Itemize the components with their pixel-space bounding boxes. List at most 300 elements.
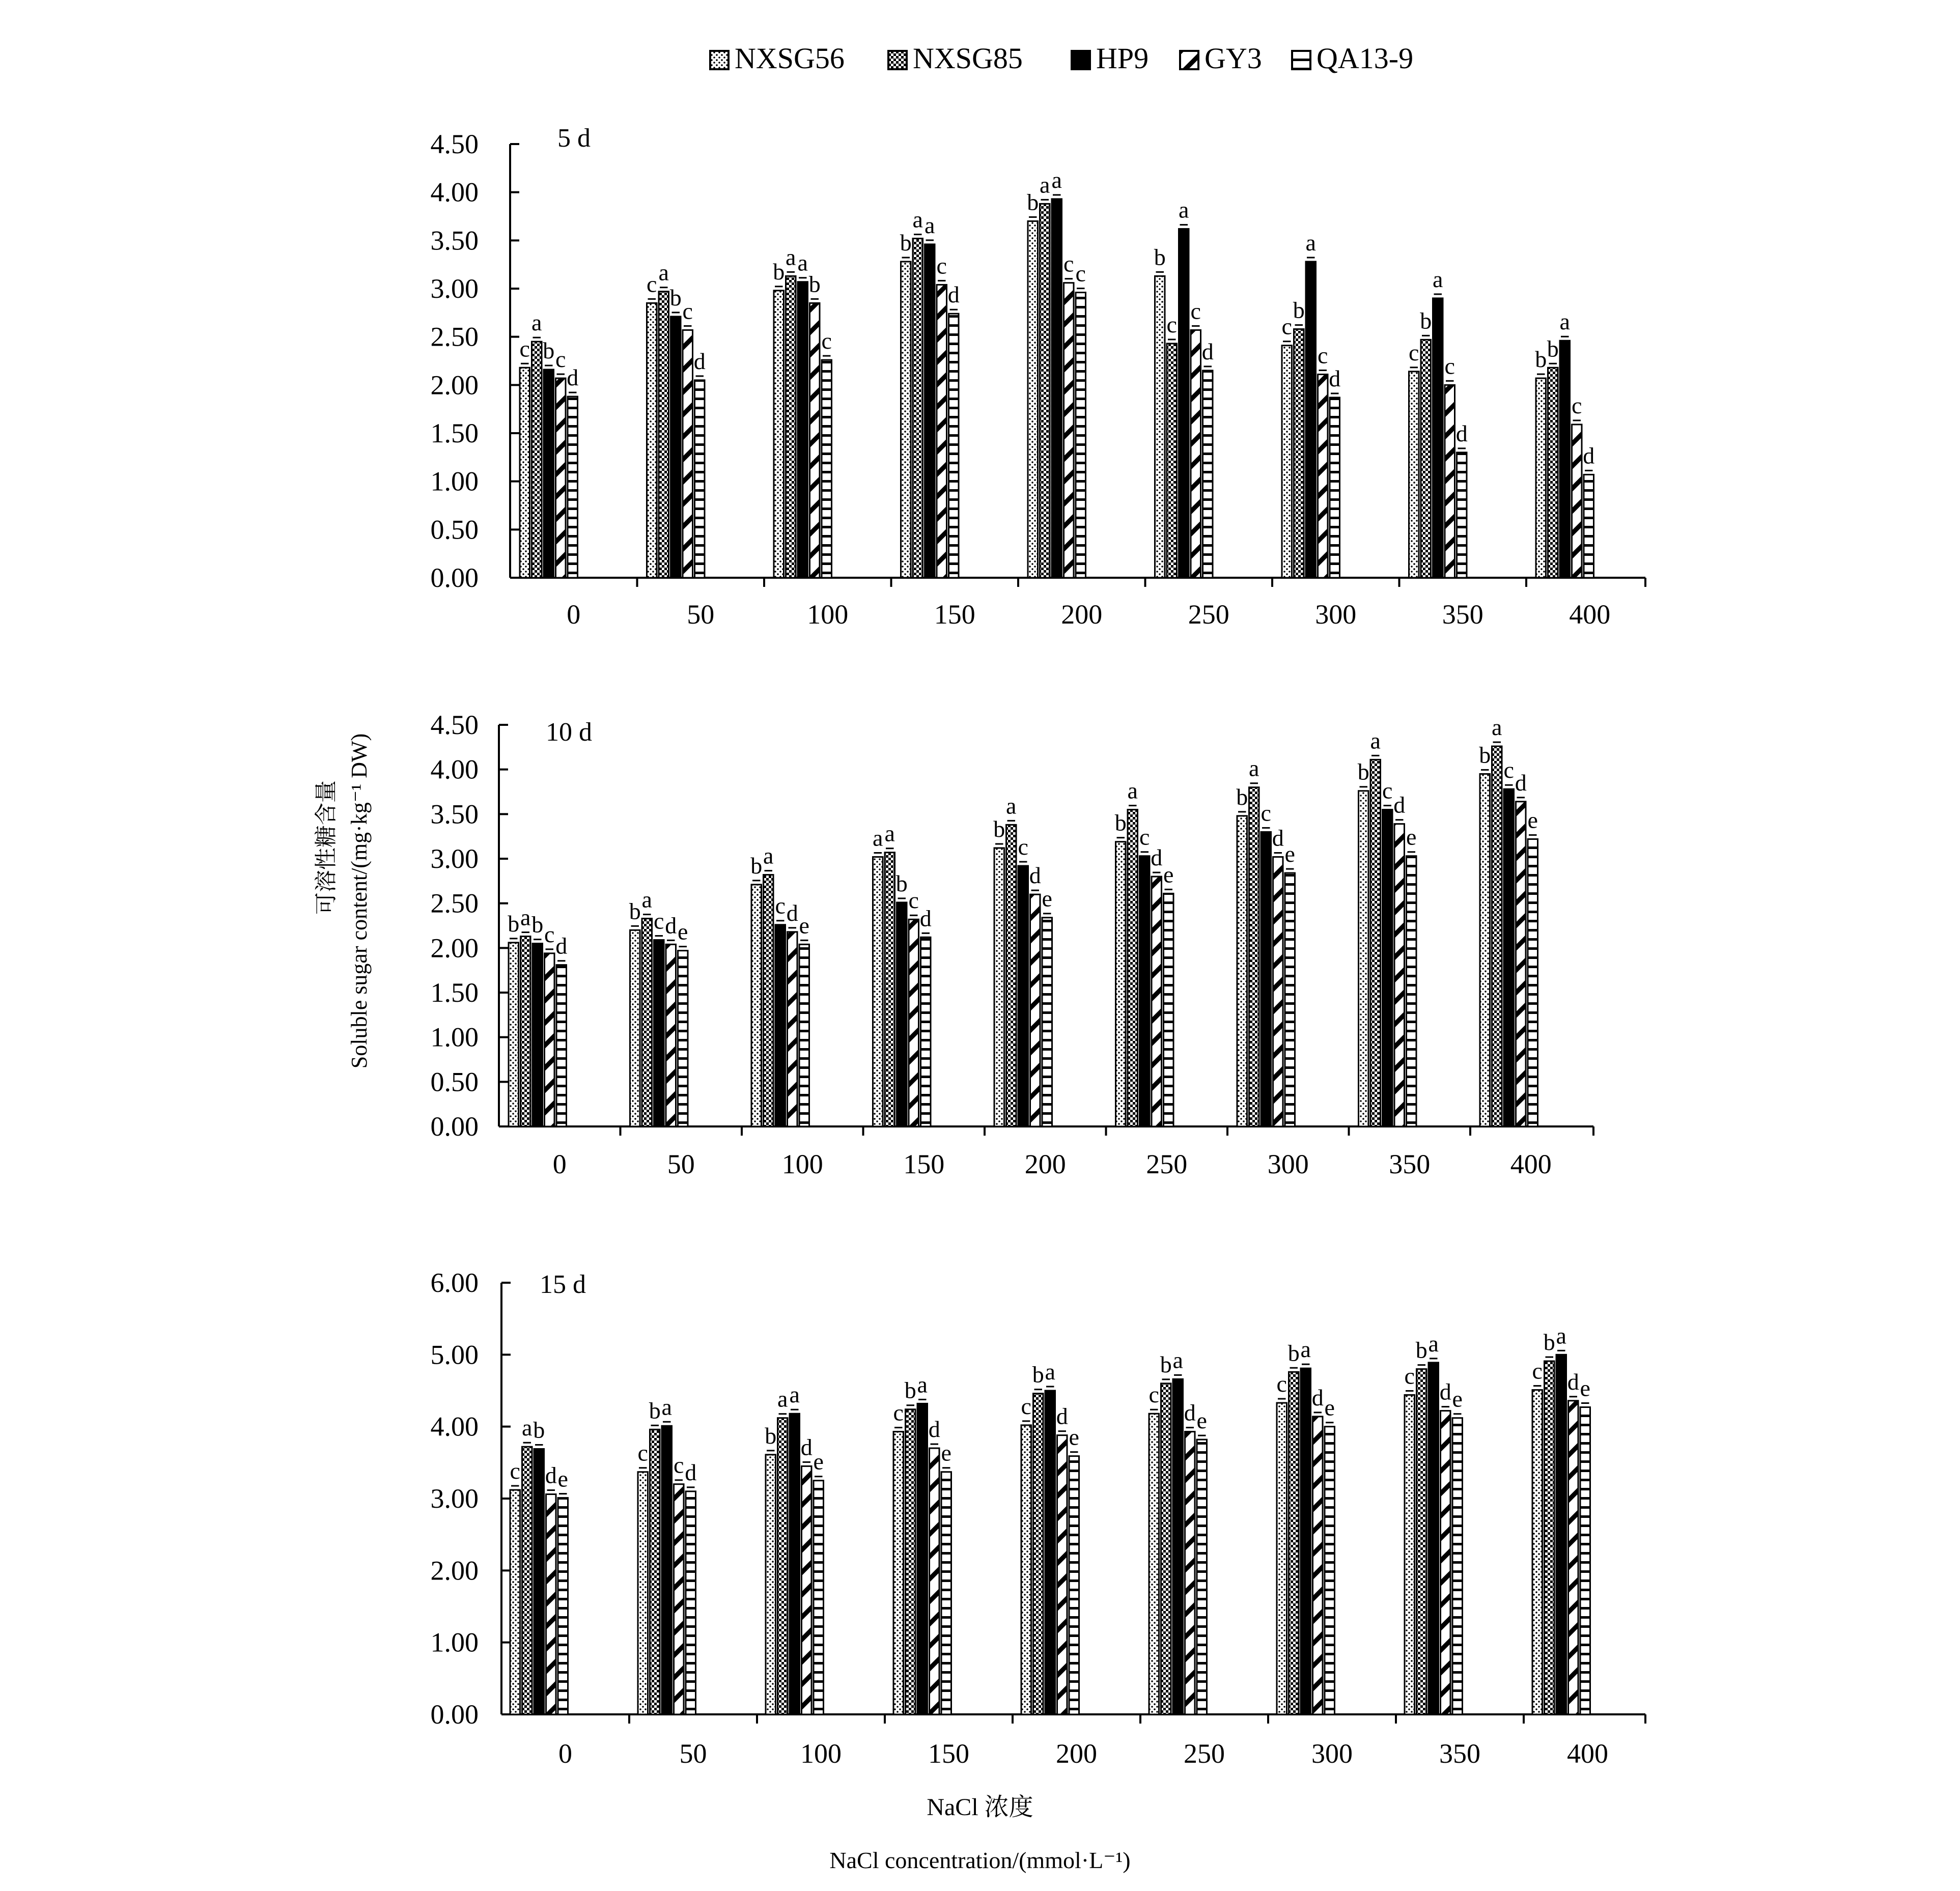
bar-nxsg56 bbox=[994, 848, 1004, 1126]
bar-nxsg85 bbox=[1421, 340, 1431, 578]
significance-letter: d bbox=[1393, 792, 1406, 818]
bar-nxsg85 bbox=[1545, 1361, 1555, 1714]
bar-nxsg56 bbox=[1021, 1425, 1031, 1714]
significance-letter: c bbox=[1503, 757, 1514, 783]
legend-label: QA13-9 bbox=[1317, 42, 1414, 75]
significance-letter: c bbox=[674, 1452, 684, 1478]
significance-letter: c bbox=[821, 328, 832, 354]
significance-letter: a bbox=[661, 1394, 672, 1420]
significance-letter: e bbox=[1284, 841, 1295, 867]
significance-letter: c bbox=[1261, 800, 1271, 826]
bar-nxsg56 bbox=[873, 857, 883, 1126]
y-tick-label: 1.00 bbox=[430, 1022, 479, 1053]
bar-qa13-9 bbox=[1285, 873, 1295, 1126]
significance-letter: d bbox=[1272, 825, 1284, 851]
bar-qa13-9 bbox=[921, 937, 931, 1126]
bar-hp9 bbox=[925, 244, 935, 578]
bar-qa13-9 bbox=[1457, 453, 1467, 578]
bar-hp9 bbox=[1306, 262, 1316, 578]
bar-nxsg85 bbox=[1289, 1372, 1299, 1714]
significance-letter: e bbox=[557, 1465, 568, 1492]
significance-letter: a bbox=[1127, 777, 1138, 804]
significance-letter: a bbox=[1179, 196, 1189, 223]
bar-gy3 bbox=[546, 1494, 556, 1714]
bar-gy3 bbox=[1569, 1401, 1579, 1714]
legend-swatch-gy3 bbox=[1180, 51, 1198, 69]
bar-hp9 bbox=[1556, 1354, 1566, 1714]
significance-letter: a bbox=[1559, 308, 1570, 335]
significance-letter: b bbox=[1027, 189, 1039, 215]
y-tick-label: 4.00 bbox=[430, 754, 479, 785]
y-tick-label: 0.00 bbox=[430, 1699, 479, 1730]
significance-letter: d bbox=[685, 1459, 697, 1485]
bar-nxsg56 bbox=[1480, 774, 1490, 1126]
significance-letter: b bbox=[1114, 809, 1127, 836]
significance-letter: b bbox=[531, 911, 544, 938]
bar-hp9 bbox=[662, 1426, 672, 1714]
bar-nxsg56 bbox=[1155, 276, 1165, 578]
y-tick-label: 0.00 bbox=[430, 562, 479, 593]
bar-gy3 bbox=[1394, 824, 1405, 1126]
bar-gy3 bbox=[930, 1448, 940, 1714]
bar-gy3 bbox=[788, 932, 798, 1126]
significance-letter: c bbox=[647, 271, 657, 297]
y-tick-label: 4.50 bbox=[430, 710, 479, 740]
y-tick-label: 3.00 bbox=[430, 273, 479, 304]
significance-letter: a bbox=[1172, 1347, 1183, 1373]
legend-label: GY3 bbox=[1205, 42, 1262, 75]
significance-letter: c bbox=[1190, 298, 1201, 324]
significance-letter: c bbox=[775, 892, 786, 919]
significance-letter: b bbox=[1287, 1340, 1300, 1366]
significance-letter: b bbox=[649, 1397, 661, 1424]
bar-hp9 bbox=[1560, 341, 1570, 578]
bar-nxsg85 bbox=[1492, 746, 1502, 1126]
significance-letter: c bbox=[893, 1399, 904, 1426]
x-tick-label: 50 bbox=[687, 599, 715, 630]
bar-qa13-9 bbox=[678, 951, 688, 1126]
significance-letter: a bbox=[1051, 166, 1062, 193]
x-tick-label: 250 bbox=[1146, 1149, 1188, 1179]
significance-letter: c bbox=[1075, 260, 1086, 287]
bar-nxsg85 bbox=[885, 853, 895, 1126]
bar-qa13-9 bbox=[1203, 371, 1213, 578]
bar-nxsg56 bbox=[510, 1490, 520, 1714]
bar-qa13-9 bbox=[686, 1491, 696, 1714]
bar-hp9 bbox=[1504, 789, 1514, 1126]
significance-letter: e bbox=[678, 918, 688, 945]
panel-title: 5 d bbox=[557, 124, 591, 153]
bar-gy3 bbox=[1318, 375, 1328, 578]
bar-nxsg56 bbox=[1536, 378, 1546, 578]
significance-letter: d bbox=[555, 933, 568, 959]
x-tick-label: 400 bbox=[1510, 1149, 1552, 1179]
bar-hp9 bbox=[544, 370, 554, 578]
significance-letter: c bbox=[1382, 777, 1393, 804]
y-tick-label: 2.00 bbox=[430, 1555, 479, 1586]
y-axis-label-chinese: 可溶性糖含量 bbox=[314, 780, 339, 915]
bar-qa13-9 bbox=[1528, 839, 1538, 1126]
bar-hp9 bbox=[1045, 1391, 1055, 1714]
bar-nxsg85 bbox=[1167, 344, 1177, 578]
bar-hp9 bbox=[1140, 856, 1150, 1126]
x-tick-label: 100 bbox=[800, 1738, 842, 1769]
bar-nxsg85 bbox=[764, 875, 774, 1126]
bar-qa13-9 bbox=[1407, 856, 1417, 1126]
significance-letter: d bbox=[567, 364, 579, 391]
significance-letter: a bbox=[884, 820, 895, 846]
significance-letter: d bbox=[786, 899, 798, 926]
bar-qa13-9 bbox=[1584, 474, 1594, 578]
bar-nxsg85 bbox=[522, 1447, 533, 1714]
legend-swatch-nxsg85 bbox=[888, 51, 907, 69]
significance-letter: a bbox=[1492, 714, 1502, 741]
x-tick-label: 150 bbox=[934, 599, 975, 630]
significance-letter: b bbox=[993, 815, 1005, 842]
bar-qa13-9 bbox=[1325, 1427, 1335, 1714]
bar-nxsg85 bbox=[650, 1429, 660, 1714]
y-tick-label: 1.50 bbox=[430, 418, 479, 448]
significance-letter: a bbox=[1433, 266, 1443, 292]
legend-label: NXSG85 bbox=[913, 42, 1023, 75]
bar-hp9 bbox=[1433, 298, 1443, 578]
bar-nxsg56 bbox=[1532, 1390, 1543, 1714]
bar-qa13-9 bbox=[814, 1481, 824, 1714]
significance-letter: d bbox=[1567, 1368, 1579, 1395]
y-tick-label: 0.00 bbox=[430, 1111, 479, 1142]
significance-letter: b bbox=[508, 910, 520, 937]
significance-letter: d bbox=[665, 912, 677, 939]
significance-letter: c bbox=[544, 921, 555, 947]
bar-qa13-9 bbox=[1076, 293, 1086, 578]
y-tick-label: 0.50 bbox=[430, 1066, 479, 1097]
bar-nxsg56 bbox=[1116, 842, 1126, 1126]
bar-gy3 bbox=[909, 919, 919, 1126]
significance-letter: d bbox=[1151, 844, 1163, 871]
significance-letter: e bbox=[1042, 885, 1052, 912]
significance-letter: a bbox=[1045, 1359, 1055, 1385]
bar-gy3 bbox=[937, 285, 947, 578]
bar-nxsg56 bbox=[1359, 791, 1369, 1126]
significance-letter: a bbox=[641, 886, 652, 913]
significance-letter: a bbox=[873, 825, 883, 851]
significance-letter: a bbox=[763, 842, 774, 869]
bar-gy3 bbox=[1057, 1435, 1068, 1714]
bar-hp9 bbox=[534, 1449, 544, 1714]
significance-letter: d bbox=[693, 348, 706, 374]
significance-letter: e bbox=[941, 1440, 951, 1466]
bar-nxsg85 bbox=[906, 1409, 916, 1714]
bar-nxsg56 bbox=[751, 885, 762, 1126]
x-tick-label: 400 bbox=[1569, 599, 1611, 630]
significance-letter: b bbox=[895, 870, 908, 896]
x-axis-label: NaCl concentration/(mmol·L⁻¹) bbox=[829, 1847, 1131, 1873]
x-axis-label-chinese: NaCl 浓度 bbox=[927, 1794, 1033, 1821]
panel-title: 15 d bbox=[540, 1270, 586, 1299]
significance-letter: c bbox=[1276, 1371, 1287, 1397]
bar-gy3 bbox=[1572, 425, 1582, 578]
significance-letter: c bbox=[936, 252, 947, 279]
significance-letter: a bbox=[531, 309, 542, 336]
significance-letter: c bbox=[1063, 250, 1074, 277]
bar-nxsg56 bbox=[520, 368, 530, 578]
bar-hp9 bbox=[533, 944, 543, 1126]
significance-letter: b bbox=[1415, 1337, 1427, 1363]
bar-nxsg56 bbox=[1409, 372, 1419, 578]
x-tick-label: 150 bbox=[903, 1149, 945, 1179]
significance-letter: b bbox=[765, 1422, 777, 1449]
bar-qa13-9 bbox=[1197, 1440, 1207, 1714]
significance-letter: d bbox=[1029, 862, 1041, 889]
significance-letter: b bbox=[904, 1377, 916, 1403]
significance-letter: e bbox=[1196, 1407, 1207, 1434]
significance-letter: c bbox=[1139, 824, 1150, 850]
bar-gy3 bbox=[1152, 877, 1162, 1126]
significance-letter: d bbox=[1184, 1399, 1196, 1426]
significance-letter: c bbox=[1409, 339, 1419, 365]
bar-gy3 bbox=[545, 953, 555, 1126]
bar-nxsg85 bbox=[1040, 204, 1050, 578]
significance-letter: a bbox=[1006, 793, 1017, 819]
significance-letter: d bbox=[1583, 442, 1595, 469]
x-tick-label: 0 bbox=[567, 599, 581, 630]
significance-letter: b bbox=[1293, 297, 1305, 323]
bar-nxsg85 bbox=[1370, 759, 1381, 1126]
y-tick-label: 2.00 bbox=[430, 933, 479, 964]
y-tick-label: 4.00 bbox=[430, 1411, 479, 1442]
y-tick-label: 2.50 bbox=[430, 888, 479, 919]
significance-letter: b bbox=[1357, 758, 1369, 785]
bar-nxsg85 bbox=[642, 918, 652, 1126]
bar-nxsg56 bbox=[638, 1472, 648, 1714]
significance-letter: b bbox=[1547, 335, 1559, 362]
significance-letter: c bbox=[654, 908, 664, 934]
bar-nxsg85 bbox=[659, 292, 669, 578]
significance-letter: a bbox=[1370, 727, 1381, 754]
significance-letter: a bbox=[912, 206, 923, 233]
bar-hp9 bbox=[897, 902, 907, 1126]
bar-nxsg85 bbox=[1294, 329, 1304, 578]
bar-qa13-9 bbox=[1164, 893, 1174, 1126]
bar-nxsg56 bbox=[647, 303, 657, 578]
significance-letter: a bbox=[1300, 1336, 1311, 1363]
bar-gy3 bbox=[810, 303, 820, 578]
significance-letter: b bbox=[1236, 783, 1248, 810]
y-tick-label: 2.50 bbox=[430, 321, 479, 352]
bar-gy3 bbox=[802, 1466, 812, 1714]
bar-hp9 bbox=[1383, 810, 1393, 1126]
significance-letter: b bbox=[1420, 307, 1432, 334]
bar-nxsg85 bbox=[778, 1418, 788, 1714]
significance-letter: a bbox=[1040, 172, 1050, 198]
bar-nxsg85 bbox=[1033, 1394, 1044, 1714]
x-tick-label: 200 bbox=[1024, 1149, 1066, 1179]
panels bbox=[431, 124, 1646, 1769]
bar-qa13-9 bbox=[1452, 1418, 1463, 1714]
x-tick-label: 300 bbox=[1267, 1149, 1309, 1179]
bar-qa13-9 bbox=[1330, 398, 1340, 578]
significance-letter: e bbox=[1527, 807, 1538, 833]
significance-letter: b bbox=[543, 337, 555, 364]
significance-letter: d bbox=[919, 905, 932, 932]
bar-qa13-9 bbox=[941, 1472, 951, 1714]
x-tick-label: 50 bbox=[679, 1738, 707, 1769]
significance-letter: b bbox=[533, 1417, 545, 1443]
y-tick-label: 4.00 bbox=[430, 177, 479, 208]
significance-letter: d bbox=[800, 1434, 813, 1460]
significance-letter: c bbox=[1444, 353, 1455, 379]
significance-letter: c bbox=[1021, 1393, 1031, 1419]
significance-letter: a bbox=[1249, 755, 1259, 781]
significance-letter: a bbox=[786, 244, 796, 270]
legend-swatch-hp9 bbox=[1072, 51, 1090, 69]
legend-swatch-nxsg56 bbox=[710, 51, 729, 69]
significance-letter: d bbox=[1439, 1378, 1451, 1405]
bar-qa13-9 bbox=[822, 360, 832, 578]
significance-letter: c bbox=[1281, 313, 1292, 340]
significance-letter: c bbox=[1318, 342, 1328, 369]
bar-qa13-9 bbox=[695, 380, 705, 578]
significance-letter: c bbox=[1166, 311, 1177, 337]
significance-letter: d bbox=[1329, 365, 1341, 391]
significance-letter: c bbox=[1018, 834, 1028, 860]
bar-hp9 bbox=[917, 1403, 928, 1714]
x-tick-label: 350 bbox=[1389, 1149, 1431, 1179]
significance-letter: c bbox=[1532, 1358, 1543, 1384]
significance-letter: e bbox=[1580, 1375, 1590, 1401]
significance-letter: b bbox=[1160, 1351, 1172, 1377]
y-tick-label: 3.50 bbox=[430, 799, 479, 830]
bar-gy3 bbox=[1185, 1432, 1195, 1714]
significance-letter: b bbox=[1479, 742, 1491, 768]
significance-letter: d bbox=[1201, 338, 1214, 364]
significance-letter: a bbox=[522, 1415, 533, 1441]
bar-hp9 bbox=[1173, 1379, 1183, 1714]
bar-gy3 bbox=[1313, 1417, 1323, 1714]
x-tick-label: 200 bbox=[1056, 1738, 1097, 1769]
y-axis-label: Soluble sugar content/(mg·kg⁻¹ DW) bbox=[347, 733, 372, 1069]
bar-gy3 bbox=[1445, 385, 1455, 578]
x-tick-label: 350 bbox=[1439, 1738, 1480, 1769]
significance-letter: b bbox=[1154, 244, 1166, 270]
significance-letter: b bbox=[1543, 1329, 1555, 1356]
x-tick-label: 100 bbox=[807, 599, 849, 630]
bar-nxsg85 bbox=[913, 239, 923, 578]
bar-gy3 bbox=[666, 944, 676, 1126]
bar-nxsg85 bbox=[1548, 368, 1558, 578]
x-tick-label: 0 bbox=[558, 1738, 572, 1769]
significance-letter: a bbox=[520, 904, 531, 930]
significance-letter: a bbox=[925, 212, 935, 238]
y-tick-label: 1.50 bbox=[430, 977, 479, 1008]
significance-letter: b bbox=[669, 284, 682, 311]
bar-gy3 bbox=[1516, 802, 1526, 1126]
significance-letter: c bbox=[519, 335, 530, 362]
y-tick-label: 4.50 bbox=[430, 129, 479, 159]
bar-hp9 bbox=[1261, 832, 1271, 1126]
bar-hp9 bbox=[798, 282, 808, 578]
bar-qa13-9 bbox=[558, 1498, 568, 1714]
bar-nxsg56 bbox=[901, 262, 911, 578]
bar-qa13-9 bbox=[1580, 1407, 1590, 1714]
bar-hp9 bbox=[1052, 199, 1062, 578]
x-tick-label: 200 bbox=[1061, 599, 1103, 630]
bar-nxsg56 bbox=[630, 930, 640, 1126]
bar-gy3 bbox=[1441, 1411, 1451, 1714]
y-tick-label: 3.00 bbox=[430, 843, 479, 874]
x-tick-label: 350 bbox=[1442, 599, 1483, 630]
bar-nxsg85 bbox=[521, 937, 531, 1126]
significance-letter: b bbox=[750, 852, 763, 879]
significance-letter: d bbox=[545, 1462, 557, 1488]
significance-letter: e bbox=[1452, 1386, 1463, 1412]
bar-gy3 bbox=[683, 330, 693, 578]
significance-letter: a bbox=[777, 1386, 788, 1412]
significance-letter: c bbox=[682, 298, 693, 324]
chart-panel-3 bbox=[431, 1267, 1646, 1769]
bar-nxsg56 bbox=[1149, 1414, 1159, 1714]
bar-nxsg85 bbox=[1249, 787, 1259, 1126]
bar-nxsg56 bbox=[1237, 816, 1247, 1126]
y-tick-label: 3.50 bbox=[430, 225, 479, 256]
bar-qa13-9 bbox=[799, 944, 809, 1126]
bar-hp9 bbox=[1018, 866, 1028, 1126]
bar-gy3 bbox=[556, 378, 566, 578]
x-tick-label: 250 bbox=[1188, 599, 1229, 630]
bar-gy3 bbox=[1064, 283, 1074, 578]
significance-letter: a bbox=[789, 1381, 800, 1408]
y-tick-label: 1.00 bbox=[430, 466, 479, 497]
significance-letter: d bbox=[947, 281, 960, 308]
significance-letter: e bbox=[813, 1448, 824, 1475]
y-tick-label: 2.00 bbox=[430, 370, 479, 401]
bar-nxsg56 bbox=[766, 1455, 776, 1714]
bar-hp9 bbox=[1429, 1363, 1439, 1714]
significance-letter: d bbox=[1515, 769, 1527, 796]
significance-letter: c bbox=[1404, 1363, 1415, 1389]
bar-qa13-9 bbox=[556, 965, 567, 1126]
bar-nxsg56 bbox=[1282, 346, 1292, 578]
significance-letter: b bbox=[629, 898, 641, 924]
bar-gy3 bbox=[1191, 330, 1201, 578]
bar-hp9 bbox=[671, 317, 681, 578]
legend-label: NXSG56 bbox=[735, 42, 845, 75]
significance-letter: e bbox=[1069, 1424, 1079, 1450]
significance-letter: c bbox=[908, 887, 919, 914]
bar-nxsg85 bbox=[786, 276, 796, 578]
bar-nxsg85 bbox=[1006, 825, 1017, 1126]
x-tick-label: 100 bbox=[781, 1149, 823, 1179]
legend-swatch-qa13-9 bbox=[1292, 51, 1310, 69]
bar-nxsg56 bbox=[1028, 221, 1038, 578]
bar-hp9 bbox=[1301, 1368, 1311, 1714]
significance-letter: c bbox=[510, 1458, 520, 1484]
bar-gy3 bbox=[674, 1484, 684, 1714]
bar-nxsg85 bbox=[1128, 810, 1138, 1126]
bar-hp9 bbox=[1179, 229, 1189, 578]
bar-hp9 bbox=[654, 940, 664, 1126]
significance-letter: b bbox=[808, 271, 821, 297]
bar-qa13-9 bbox=[1042, 918, 1052, 1126]
x-tick-label: 250 bbox=[1184, 1738, 1225, 1769]
significance-letter: e bbox=[1406, 824, 1417, 850]
significance-letter: c bbox=[555, 346, 566, 373]
significance-letter: c bbox=[1149, 1381, 1159, 1408]
x-tick-label: 300 bbox=[1311, 1738, 1353, 1769]
significance-letter: e bbox=[799, 912, 809, 939]
bar-qa13-9 bbox=[568, 397, 578, 578]
significance-letter: b bbox=[1535, 346, 1547, 373]
